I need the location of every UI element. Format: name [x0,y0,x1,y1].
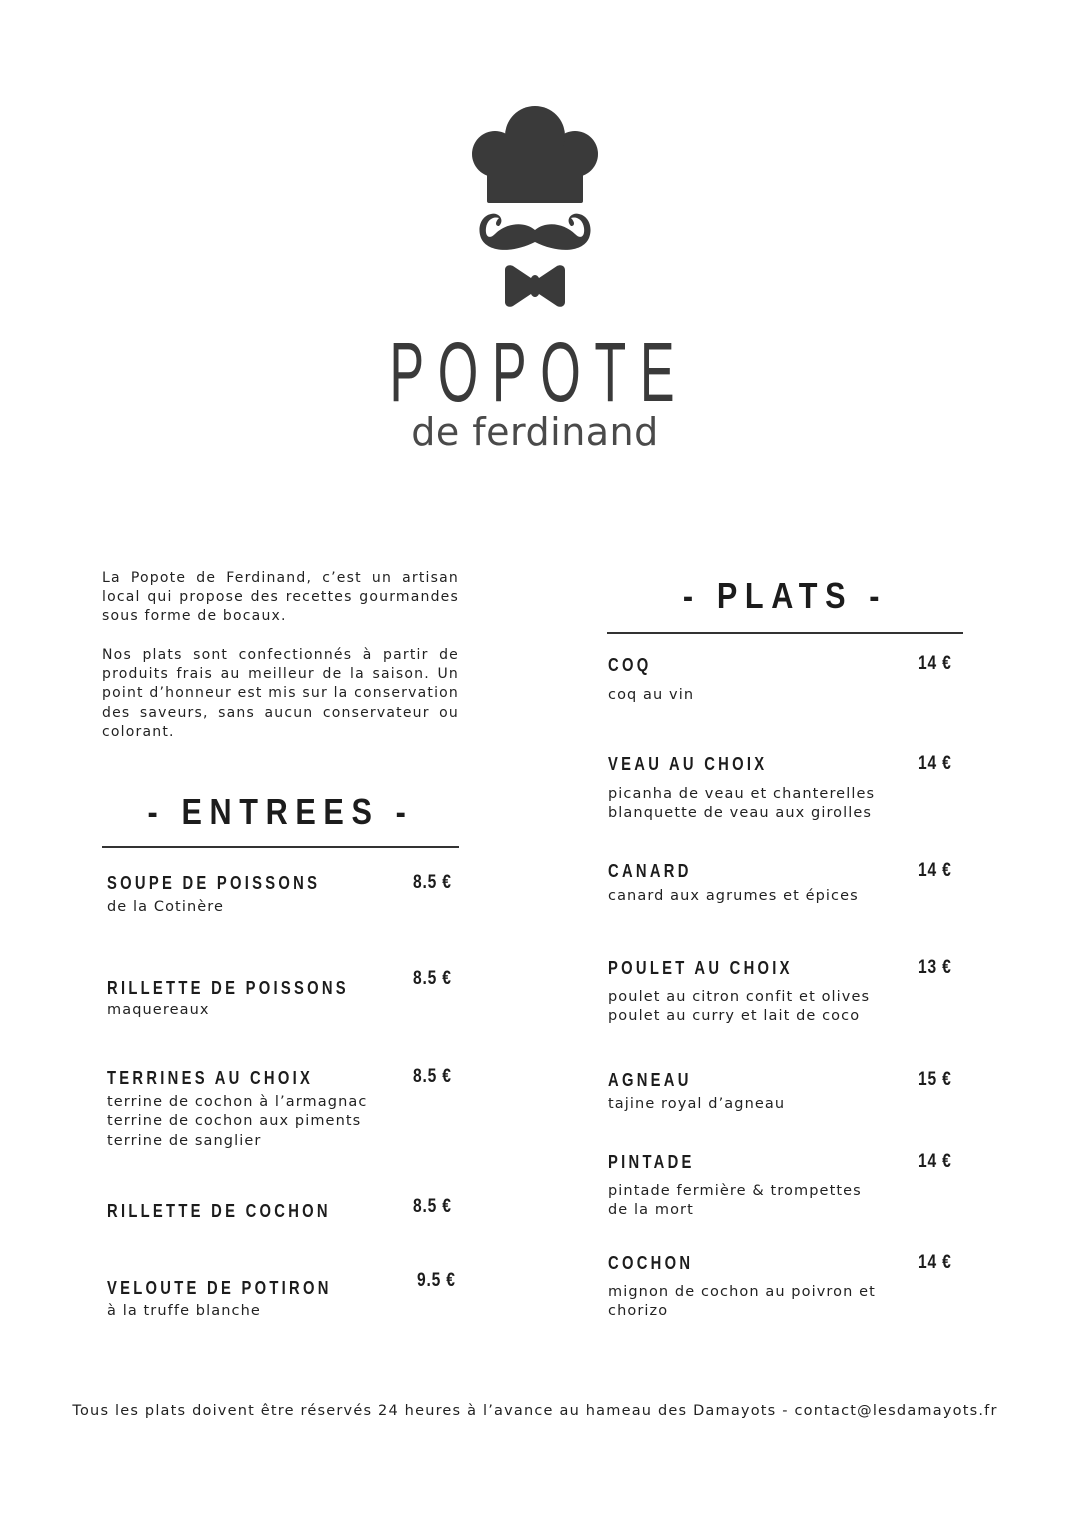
dish-price: 8.5 € [413,1066,452,1087]
dish-name: AGNEAU [608,1070,692,1090]
dish-description [608,1095,785,1114]
dish-price: 15 € [918,1069,952,1090]
dish-description-line: poulet au citron confit et olives [608,989,871,1005]
dish-price: 8.5 € [413,968,452,989]
dish-description [608,1182,862,1221]
dish-price: 14 € [918,1151,952,1172]
entrees-divider [102,846,459,848]
dish-description [107,1302,261,1321]
dish-description-line: poulet au curry et lait de coco [608,1008,861,1025]
dish-price: 9.5 € [417,1270,456,1291]
dish-name: PINTADE [608,1152,695,1172]
dish-price: 13 € [918,957,952,978]
dish-price: 14 € [918,653,952,674]
dish-price: 8.5 € [413,872,452,893]
dish-description [608,988,870,1027]
chef-logo-icon [465,102,605,317]
dish-description [107,1001,210,1020]
dish-name: VEAU AU CHOIX [608,754,768,774]
plats-divider [607,632,963,634]
dish-name: RILLETTE DE COCHON [107,1201,331,1221]
intro-paragraph-2: Nos plats sont confectionnés à partir de produits frais au meilleur de la saison. Un point d’honneur est mis sur la conservation des saveurs, sans aucun conservateur ou colorant. [102,647,459,740]
dish-price: 14 € [918,753,952,774]
dish-description-line: terrine de sanglier [107,1132,262,1149]
dish-name: COCHON [608,1253,694,1273]
dish-description-line: de la mort [608,1202,694,1219]
dish-description-line: maquereaux [107,1002,210,1018]
dish-description-line: mignon de cochon au poivron et [608,1284,876,1300]
entrees-title: - ENTREES - [147,791,414,832]
dish-name: RILLETTE DE POISSONS [107,978,349,998]
dish-name: TERRINES AU CHOIX [107,1068,314,1088]
plats-title: - PLATS - [682,575,888,616]
dish-description [107,1093,367,1151]
dish-name: SOUPE DE POISSONS [107,873,321,893]
dish-description [107,898,224,917]
footer-note: Tous les plats doivent être réservés 24 heures à l’avance au hameau des Damayots - contact@lesdamayots.fr [72,1403,998,1419]
dish-description [608,887,859,906]
dish-description-line: de la Cotinère [107,899,225,915]
dish-description-line: tajine royal d’agneau [608,1096,786,1112]
dish-name: CANARD [608,861,692,881]
dish-description-line: coq au vin [608,687,695,703]
dish-price: 14 € [918,1252,952,1273]
dish-price: 8.5 € [413,1196,452,1217]
dish-description-line: picanha de veau et chanterelles [608,786,876,802]
dish-name: COQ [608,655,652,675]
brand-title: POPOTE [389,325,689,419]
intro-paragraph-1: La Popote de Ferdinand, c’est un artisan local qui propose des recettes gourmandes sous forme de bocaux. [102,570,459,625]
dish-description [608,1283,876,1322]
dish-description-line: à la truffe blanche [107,1303,261,1319]
dish-description [608,785,875,824]
dish-description-line: blanquette de veau aux girolles [608,805,873,822]
dish-price: 14 € [918,860,952,881]
brand-subtitle: de ferdinand [411,410,659,454]
dish-name: POULET AU CHOIX [608,958,793,978]
dish-description [608,686,694,705]
dish-description-line: chorizo [608,1303,669,1320]
dish-name: VELOUTE DE POTIRON [107,1278,332,1298]
dish-description-line: pintade fermière & trompettes [608,1183,862,1199]
dish-description-line: terrine de cochon à l’armagnac [107,1094,368,1110]
dish-description-line: terrine de cochon aux piments [107,1113,362,1130]
dish-description-line: canard aux agrumes et épices [608,888,859,904]
